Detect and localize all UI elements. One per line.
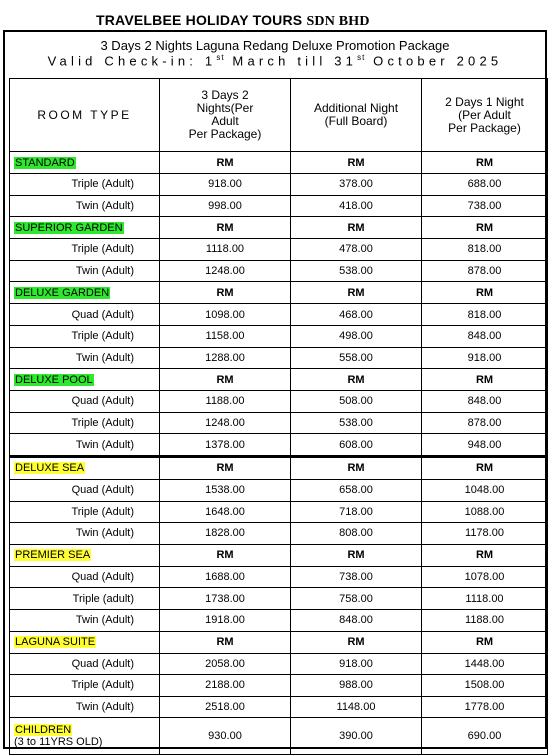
price-additional-night: 538.00 [291, 260, 422, 282]
children-cell [10, 718, 160, 755]
price-3d2n: 1648.00 [160, 501, 291, 523]
room-occupancy: Twin (Adult) [10, 523, 160, 545]
price-additional-night: 418.00 [291, 195, 422, 217]
children-age-range: (3 to 11YRS OLD) [14, 736, 103, 749]
table-row [10, 239, 548, 261]
currency-label: RM [422, 544, 548, 566]
price-table [9, 78, 548, 755]
validity-sup-1: st [216, 53, 225, 62]
category-cell [10, 544, 160, 566]
table-row [10, 566, 548, 588]
category-cell [10, 456, 160, 479]
price-additional-night: 378.00 [291, 174, 422, 196]
price-3d2n: 1918.00 [160, 609, 291, 631]
room-occupancy: Triple (Adult) [10, 239, 160, 261]
price-2d1n: 818.00 [422, 239, 548, 261]
price-2d1n: 1118.00 [422, 588, 548, 610]
table-row [10, 304, 548, 326]
table-row [10, 260, 548, 282]
price-2d1n: 948.00 [422, 434, 548, 457]
currency-label: RM [422, 631, 548, 653]
price-3d2n: 1688.00 [160, 566, 291, 588]
room-occupancy: Twin (Adult) [10, 347, 160, 369]
price-3d2n: 1118.00 [160, 239, 291, 261]
header-3d2n-line: 3 Days 2 [201, 88, 249, 102]
price-3d2n: 1248.00 [160, 412, 291, 434]
category-row [10, 631, 548, 653]
price-2d1n: 848.00 [422, 325, 548, 347]
validity-suffix: October 2025 [365, 53, 503, 69]
price-2d1n: 688.00 [422, 174, 548, 196]
currency-label: RM [422, 152, 548, 174]
category-name: DELUXE SEA [15, 462, 85, 475]
price-3d2n: 1828.00 [160, 523, 291, 545]
price-2d1n: 918.00 [422, 347, 548, 369]
category-name: DELUXE GARDEN [15, 286, 110, 299]
header-3d2n-line: Adult [211, 114, 239, 128]
room-occupancy: Quad (Adult) [10, 479, 160, 501]
room-occupancy: Quad (Adult) [10, 566, 160, 588]
currency-label: RM [160, 282, 291, 304]
table-row [10, 523, 548, 545]
header-2d1n-line: Per Package) [448, 120, 521, 135]
price-additional-night: 848.00 [291, 609, 422, 631]
price-2d1n: 1078.00 [422, 566, 548, 588]
table-row [10, 588, 548, 610]
price-2d1n: 878.00 [422, 412, 548, 434]
table-header-row [10, 79, 548, 152]
room-occupancy: Twin (Adult) [10, 260, 160, 282]
price-additional-night: 608.00 [291, 434, 422, 457]
validity-sup-2: st [357, 53, 366, 62]
company-name [96, 12, 370, 30]
category-row [10, 282, 548, 304]
category-cell [10, 631, 160, 653]
header-2d1n-line: (Per Adult [458, 107, 511, 122]
price-additional-night: 758.00 [291, 588, 422, 610]
category-name: PREMIER SEA [15, 549, 91, 562]
price-2d1n: 1178.00 [422, 523, 548, 545]
currency-label: RM [291, 544, 422, 566]
header-2d1n-line: 2 Days 1 Night [445, 94, 524, 109]
category-row [10, 544, 548, 566]
table-row [10, 174, 548, 196]
table-row [10, 412, 548, 434]
header-room-type: ROOM TYPE [10, 79, 160, 152]
price-additional-night: 508.00 [291, 391, 422, 413]
price-3d2n: 2518.00 [160, 696, 291, 718]
price-3d2n: 1188.00 [160, 391, 291, 413]
currency-label: RM [291, 217, 422, 239]
table-row [10, 347, 548, 369]
currency-label: RM [160, 369, 291, 391]
room-occupancy: Triple (adult) [10, 588, 160, 610]
price-additional-night: 390.00 [291, 718, 422, 755]
price-additional-night: 478.00 [291, 239, 422, 261]
room-occupancy: Twin (Adult) [10, 195, 160, 217]
price-2d1n: 690.00 [422, 718, 548, 755]
price-2d1n: 1048.00 [422, 479, 548, 501]
validity-prefix: Valid Check-in: 1 [47, 53, 217, 69]
category-cell [10, 152, 160, 174]
currency-label: RM [291, 369, 422, 391]
price-additional-night: 468.00 [291, 304, 422, 326]
currency-label: RM [160, 217, 291, 239]
header-3d2n [160, 79, 291, 152]
header-additional-line: Additional Night [313, 101, 399, 115]
currency-label: RM [291, 152, 422, 174]
room-occupancy: Triple (Adult) [10, 325, 160, 347]
price-additional-night: 718.00 [291, 501, 422, 523]
room-occupancy: Quad (Adult) [10, 653, 160, 675]
price-additional-night: 1148.00 [291, 696, 422, 718]
price-additional-night: 738.00 [291, 566, 422, 588]
table-row [10, 696, 548, 718]
category-name: LAGUNA SUITE [15, 636, 96, 648]
currency-label: RM [160, 152, 291, 174]
price-3d2n: 1158.00 [160, 325, 291, 347]
price-3d2n: 998.00 [160, 195, 291, 217]
currency-label: RM [422, 282, 548, 304]
category-cell [10, 282, 160, 304]
price-additional-night: 918.00 [291, 653, 422, 675]
price-3d2n: 1288.00 [160, 347, 291, 369]
table-body [10, 152, 548, 755]
category-name: DELUXE POOL [15, 373, 93, 386]
currency-label: RM [160, 456, 291, 479]
price-3d2n: 2058.00 [160, 653, 291, 675]
header-3d2n-line: Nights(Per [196, 101, 254, 115]
category-name: SUPERIOR GARDEN [15, 221, 123, 234]
children-row [10, 718, 548, 755]
header-2d1n [422, 79, 548, 152]
room-occupancy: Triple (Adult) [10, 501, 160, 523]
category-cell [10, 217, 160, 239]
price-sheet [3, 30, 547, 749]
table-row [10, 609, 548, 631]
header-3d2n-line: Per Package) [188, 127, 262, 141]
table-row [10, 325, 548, 347]
room-occupancy: Triple (Adult) [10, 412, 160, 434]
price-additional-night: 988.00 [291, 675, 422, 697]
header-additional-line: (Full Board) [324, 114, 388, 128]
price-3d2n: 1738.00 [160, 588, 291, 610]
company-name-main: TRAVELBEE HOLIDAY TOURS [96, 12, 303, 28]
price-2d1n: 848.00 [422, 391, 548, 413]
currency-label: RM [291, 456, 422, 479]
table-row [10, 479, 548, 501]
category-row [10, 456, 548, 479]
company-name-suffix: SDN BHD [306, 14, 370, 29]
room-occupancy: Twin (Adult) [10, 609, 160, 631]
category-name: STANDARD [15, 156, 75, 169]
currency-label: RM [160, 631, 291, 653]
currency-label: RM [422, 456, 548, 479]
price-additional-night: 808.00 [291, 523, 422, 545]
category-cell [10, 369, 160, 391]
price-3d2n: 930.00 [160, 718, 291, 755]
price-additional-night: 658.00 [291, 479, 422, 501]
category-row [10, 152, 548, 174]
room-occupancy: Twin (Adult) [10, 434, 160, 457]
table-row [10, 195, 548, 217]
room-occupancy: Twin (Adult) [10, 696, 160, 718]
price-2d1n: 1088.00 [422, 501, 548, 523]
children-label: CHILDREN [15, 724, 72, 737]
room-occupancy: Triple (Adult) [10, 174, 160, 196]
price-3d2n: 1378.00 [160, 434, 291, 457]
price-2d1n: 1188.00 [422, 609, 548, 631]
category-row [10, 369, 548, 391]
header-additional-night [291, 79, 422, 152]
room-occupancy: Quad (Adult) [10, 304, 160, 326]
package-title: 3 Days 2 Nights Laguna Redang Deluxe Promotion Package [100, 38, 450, 53]
room-occupancy: Quad (Adult) [10, 391, 160, 413]
price-2d1n: 1508.00 [422, 675, 548, 697]
price-2d1n: 738.00 [422, 195, 548, 217]
price-additional-night: 558.00 [291, 347, 422, 369]
validity-line [5, 53, 545, 68]
price-additional-night: 538.00 [291, 412, 422, 434]
price-3d2n: 1098.00 [160, 304, 291, 326]
validity-mid: March till 31 [224, 53, 358, 69]
price-3d2n: 918.00 [160, 174, 291, 196]
price-additional-night: 498.00 [291, 325, 422, 347]
currency-label: RM [160, 544, 291, 566]
currency-label: RM [422, 369, 548, 391]
currency-label: RM [422, 217, 548, 239]
price-2d1n: 1778.00 [422, 696, 548, 718]
table-row [10, 675, 548, 697]
price-2d1n: 1448.00 [422, 653, 548, 675]
price-2d1n: 818.00 [422, 304, 548, 326]
category-row [10, 217, 548, 239]
currency-label: RM [291, 282, 422, 304]
price-2d1n: 878.00 [422, 260, 548, 282]
table-row [10, 501, 548, 523]
table-row [10, 653, 548, 675]
price-3d2n: 1538.00 [160, 479, 291, 501]
table-row [10, 391, 548, 413]
price-3d2n: 1248.00 [160, 260, 291, 282]
price-3d2n: 2188.00 [160, 675, 291, 697]
currency-label: RM [291, 631, 422, 653]
table-row [10, 434, 548, 457]
room-occupancy: Triple (Adult) [10, 675, 160, 697]
